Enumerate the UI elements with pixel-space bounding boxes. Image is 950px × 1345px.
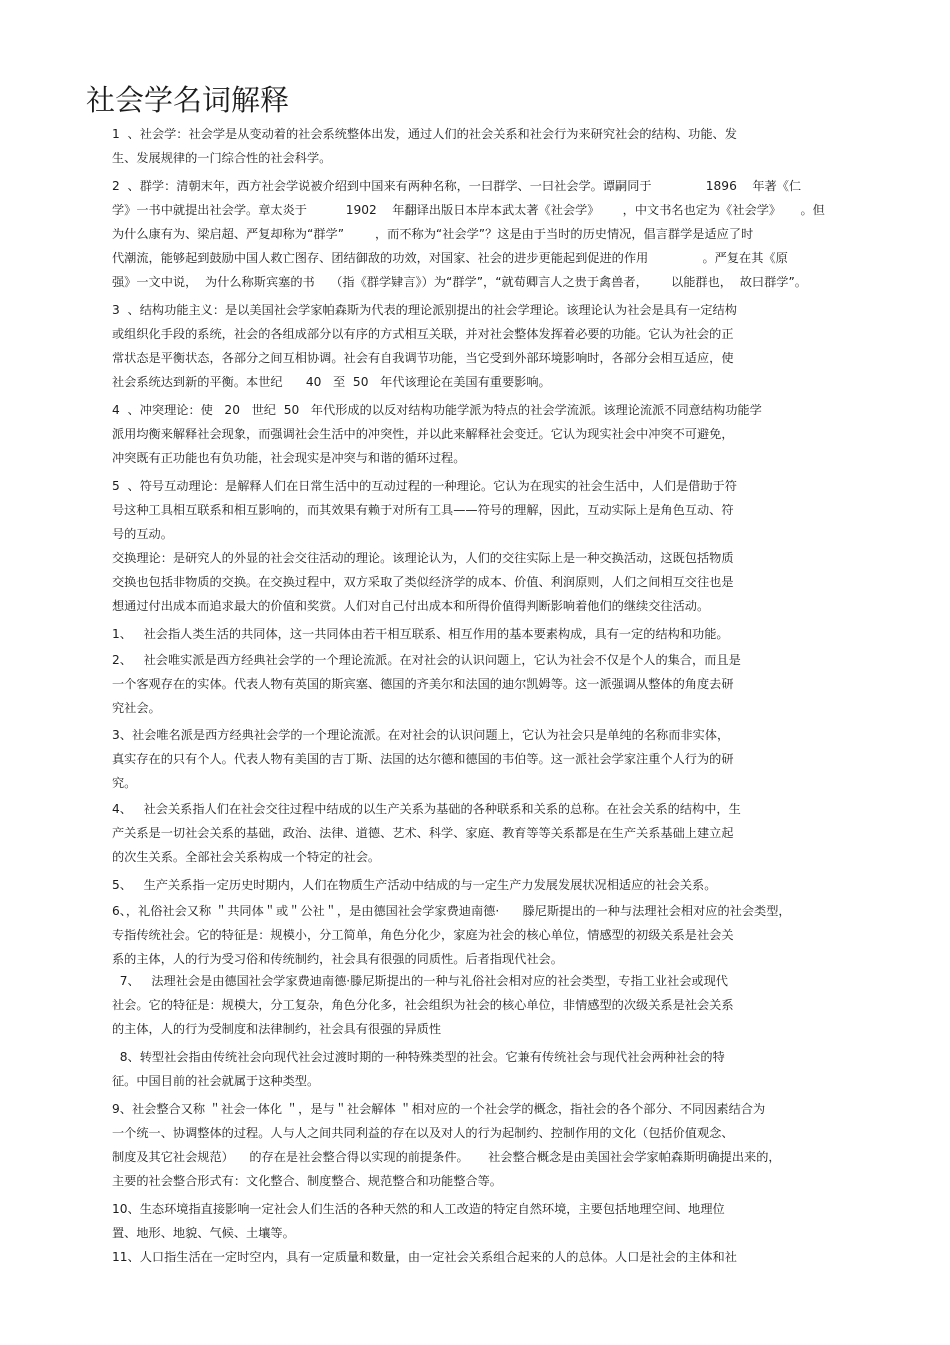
text-line: 强》一文中说， 为什么称斯宾塞的书 （指《群学肄言》）为“群学”，“就荀卿言人之贵于禽兽者， 以能群也， 故曰群学”。 bbox=[112, 275, 807, 289]
text-line: 社会系统达到新的平衡。本世纪 40 至 50 年代该理论在美国有重要影响。 bbox=[112, 375, 551, 389]
text-line: 究。 bbox=[112, 776, 137, 790]
text-line: 一个客观存在的实体。代表人物有英国的斯宾塞、德国的齐美尔和法国的迪尔凯姆等。这一派强调从整体的角度去研 bbox=[112, 677, 734, 691]
page-title: 社会学名词解释 bbox=[86, 83, 290, 117]
text-line: 置、地形、地貌、气候、土壤等。 bbox=[112, 1226, 295, 1240]
text-line: 冲突既有正功能也有负功能，社会现实是冲突与和谐的循环过程。 bbox=[112, 451, 466, 465]
text-line: 为什么康有为、梁启超、严复却称为“群学” ，而不称为“社会学”？这是由于当时的历史情况，倡言群学是适应了时 bbox=[112, 227, 754, 241]
text-line: 7、 法理社会是由德国社会学家费迪南德·滕尼斯提出的一种与礼俗社会相对应的社会类型，专指工业社会或现代 bbox=[112, 974, 728, 988]
text-line: 常状态是平衡状态，各部分之间互相协调。社会有自我调节功能，当它受到外部环境影响时，各部分会相互适应，使 bbox=[112, 351, 734, 365]
text-line: 11、人口指生活在一定时空内，具有一定质量和数量，由一定社会关系组合起来的人的总体。人口是社会的主体和社 bbox=[112, 1250, 737, 1264]
text-line: 5、 生产关系指一定历史时期内，人们在物质生产活动中结成的与一定生产力发展发展状况相适应的社会关系。 bbox=[112, 878, 717, 892]
text-line: 主要的社会整合形式有：文化整合、制度整合、规范整合和功能整合等。 bbox=[112, 1174, 502, 1188]
text-line: 或组织化手段的系统，社会的各组成部分以有序的方式相互关联，并对社会整体发挥着必要的功能。它认为社会的正 bbox=[112, 327, 734, 341]
text-line: 2、 社会唯实派是西方经典社会学的一个理论流派。在对社会的认识问题上，它认为社会不仅是个人的集合，而且是 bbox=[112, 653, 741, 667]
text-line: 3 、结构功能主义：是以美国社会学家帕森斯为代表的理论派别提出的社会学理论。该理论认为社会是具有一定结构 bbox=[112, 303, 737, 317]
text-line: 1 、社会学：社会学是从变动着的社会系统整体出发，通过人们的社会关系和社会行为来研究社会的结构、功能、发 bbox=[112, 127, 737, 141]
text-line: 学》一书中就提出社会学。章太炎于 1902 年翻译出版日本岸本武太著《社会学》 ，中文书名也定为《社会学》 。但 bbox=[112, 203, 825, 217]
text-line: 6、，礼俗社会又称 ＂共同体＂或＂公社＂，是由德国社会学家费迪南德· 滕尼斯提出的一种与法理社会相对应的社会类型， bbox=[112, 904, 791, 918]
text-line: 交换也包括非物质的交换。在交换过程中，双方采取了类似经济学的成本、价值、利润原则，人们之间相互交往也是 bbox=[112, 575, 734, 589]
text-line: 9、社会整合又称 ＂社会一体化 ＂，是与＂社会解体 ＂相对应的一个社会学的概念，指社会的各个部分、不同因素结合为 bbox=[112, 1102, 766, 1116]
text-line: 代潮流，能够起到鼓励中国人救亡图存、团结御敌的功效，对国家、社会的进步更能起到促进的作用 。严复在其《原 bbox=[112, 251, 788, 265]
text-line: 3、社会唯名派是西方经典社会学的一个理论流派。在对社会的认识问题上，它认为社会只是单纯的名称而非实体， bbox=[112, 728, 730, 742]
text-line: 真实存在的只有个人。代表人物有美国的吉丁斯、法国的达尔德和德国的韦伯等。这一派社会学家注重个人行为的研 bbox=[112, 752, 734, 766]
text-line: 10、生态环境指直接影响一定社会人们生活的各种天然的和人工改造的特定自然环境，主要包括地理空间、地理位 bbox=[112, 1202, 725, 1216]
text-line: 4 、冲突理论：使 20 世纪 50 年代形成的以反对结构功能学派为特点的社会学流派。该理论流派不同意结构功能学 bbox=[112, 403, 762, 417]
text-line: 5 、符号互动理论：是解释人们在日常生活中的互动过程的一种理论。它认为在现实的社会生活中，人们是借助于符 bbox=[112, 479, 737, 493]
text-line: 制度及其它社会规范） 的存在是社会整合得以实现的前提条件。 社会整合概念是由美国社会学家帕森斯明确提出来的， bbox=[112, 1150, 781, 1164]
text-line: 交换理论：是研究人的外显的社会交往活动的理论。该理论认为，人们的交往实际上是一种交换活动，这既包括物质 bbox=[112, 551, 734, 565]
text-line: 号这种工具相互联系和相互影响的，而其效果有赖于对所有工具——符号的理解，因此，互动实际上是角色互动、符 bbox=[112, 503, 734, 517]
text-line: 1、 社会指人类生活的共同体，这一共同体由若干相互联系、相互作用的基本要素构成，具有一定的结构和功能。 bbox=[112, 627, 729, 641]
text-line: 征。中国目前的社会就属于这种类型。 bbox=[112, 1074, 320, 1088]
text-line: 生、发展规律的一门综合性的社会科学。 bbox=[112, 151, 332, 165]
text-line: 号的互动。 bbox=[112, 527, 173, 541]
text-line: 想通过付出成本而追求最大的价值和奖赏。人们对自己付出成本和所得价值得判断影响着他们的继续交往活动。 bbox=[112, 599, 710, 613]
text-line: 专指传统社会。它的特征是：规模小，分工简单，角色分化少，家庭为社会的核心单位，情感型的初级关系是社会关 bbox=[112, 928, 734, 942]
text-line: 社会。它的特征是：规模大，分工复杂，角色分化多，社会组织为社会的核心单位，非情感型的次级关系是社会关系 bbox=[112, 998, 734, 1012]
text-line: 派用均衡来解释社会现象，而强调社会生活中的冲突性，并以此来解释社会变迁。它认为现实社会中冲突不可避免， bbox=[112, 427, 734, 441]
text-line: 的主体，人的行为受制度和法律制约，社会具有很强的异质性 bbox=[112, 1022, 442, 1036]
text-line: 8、转型社会指由传统社会向现代社会过渡时期的一种特殊类型的社会。它兼有传统社会与现代社会两种社会的特 bbox=[112, 1050, 725, 1064]
text-line: 系的主体，人的行为受习俗和传统制约，社会具有很强的同质性。后者指现代社会。 bbox=[112, 952, 563, 966]
text-line: 究社会。 bbox=[112, 701, 161, 715]
text-line: 2 、群学：清朝末年，西方社会学说被介绍到中国来有两种名称，一曰群学、一曰社会学。谭嗣同于 1896 年著《仁 bbox=[112, 179, 802, 193]
text-line: 产关系是一切社会关系的基础，政治、法律、道德、艺术、科学、家庭、教育等等关系都是在生产关系基础上建立起 bbox=[112, 826, 734, 840]
text-line: 的次生关系。全部社会关系构成一个特定的社会。 bbox=[112, 850, 381, 864]
text-line: 一个统一、协调整体的过程。人与人之间共同利益的存在以及对人的行为起制约、控制作用的文化（包括价值观念、 bbox=[112, 1126, 734, 1140]
text-line: 4、 社会关系指人们在社会交往过程中结成的以生产关系为基础的各种联系和关系的总称。在社会关系的结构中，生 bbox=[112, 802, 741, 816]
